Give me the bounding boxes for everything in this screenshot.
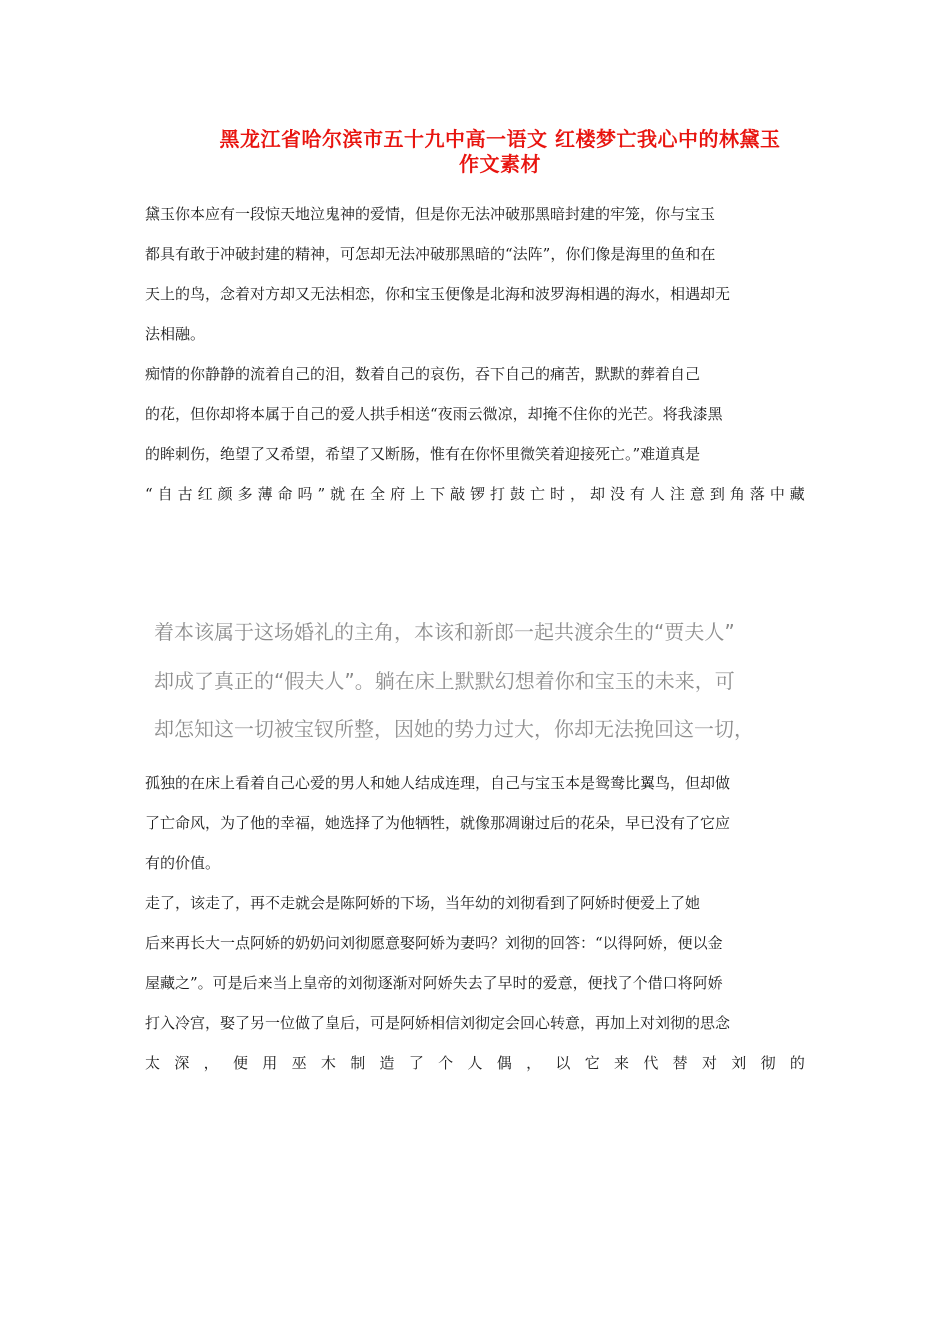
justified-char: 的 — [789, 1054, 805, 1072]
justified-char: 在 — [350, 485, 366, 503]
justified-char: 偶 — [496, 1054, 512, 1072]
justified-char: 太 — [145, 1054, 161, 1072]
body-line: 的眸刺伤，绝望了又希望，希望了又断肠，惟有在你怀里微笑着迎接死亡。”难道真是 — [145, 445, 701, 463]
justified-char: 没 — [609, 485, 625, 503]
body-line: 了亡命风，为了他的幸福，她选择了为他牺牲，就像那凋谢过后的花朵，早已没有了它应 — [145, 814, 731, 832]
justified-char: 下 — [430, 485, 446, 503]
body-line: 法相融。 — [145, 325, 206, 343]
justified-char: 彻 — [760, 1054, 776, 1072]
body-line: 痴情的你静静的流着自己的泪，数着自己的哀伤，吞下自己的痛苦，默默的葬着自己 — [145, 365, 701, 383]
document-title-line-2: 作文素材 — [459, 152, 541, 176]
justified-char: 敲 — [450, 485, 466, 503]
justified-char: 来 — [614, 1054, 630, 1072]
justified-char: 深 — [174, 1054, 190, 1072]
justified-char: 落 — [749, 485, 765, 503]
justified-char: 意 — [689, 485, 705, 503]
justified-char: 木 — [320, 1054, 336, 1072]
scanned-text-line: 却成了真正的“假夫人”。躺在床上默默幻想着你和宝玉的未来，可 — [154, 669, 735, 693]
body-line: 走了，该走了，再不走就会是陈阿娇的下场，当年幼的刘彻看到了阿娇时便爱上了她 — [145, 894, 701, 912]
justified-char: 上 — [410, 485, 426, 503]
justified-char: ， — [569, 485, 585, 503]
scanned-text-line: 着本该属于这场婚礼的主角，本该和新郎一起共渡余生的“贾夫人” — [154, 620, 735, 644]
justified-char: 用 — [262, 1054, 278, 1072]
justified-char: 制 — [350, 1054, 366, 1072]
justified-char: 藏 — [789, 485, 805, 503]
body-line-justified — [145, 484, 805, 504]
body-line: 孤独的在床上看着自己心爱的男人和她人结成连理，自己与宝玉本是鸳鸯比翼鸟，但却做 — [145, 774, 731, 792]
justified-char: 府 — [390, 485, 406, 503]
justified-char: 锣 — [470, 485, 486, 503]
body-line: 后来再长大一点阿娇的奶奶问刘彻愿意娶阿娇为妻吗？刘彻的回答：“以得阿娇，便以金 — [145, 934, 723, 952]
justified-char: 红 — [197, 485, 213, 503]
body-line: 天上的鸟，念着对方却又无法相恋，你和宝玉便像是北海和波罗海相遇的海水，相遇却无 — [145, 285, 731, 303]
body-line: 的花，但你却将本属于自己的爱人拱手相送“夜雨云微凉，却掩不住你的光芒。将我漆黑 — [145, 405, 723, 423]
justified-char: ” — [317, 485, 326, 503]
justified-char: 中 — [769, 485, 785, 503]
body-line: 都具有敢于冲破封建的精神，可怎却无法冲破那黑暗的“法阵”，你们像是海里的鱼和在 — [145, 245, 716, 263]
justified-char: 时 — [549, 485, 565, 503]
justified-char: 全 — [370, 485, 386, 503]
body-line: 有的价值。 — [145, 854, 221, 872]
document-title-line-1: 黑龙江省哈尔滨市五十九中高一语文 红楼梦亡我心中的林黛玉 — [219, 127, 781, 151]
justified-char: 它 — [584, 1054, 600, 1072]
justified-char: 就 — [330, 485, 346, 503]
justified-char: 代 — [643, 1054, 659, 1072]
justified-char: 便 — [232, 1054, 248, 1072]
justified-char: 到 — [709, 485, 725, 503]
justified-char: 却 — [589, 485, 605, 503]
justified-char: 角 — [729, 485, 745, 503]
body-line: 打入冷宫，娶了另一位做了皇后，可是阿娇相信刘彻定会回心转意，再加上对刘彻的思念 — [145, 1014, 731, 1032]
scanned-text-line: 却怎知这一切被宝钗所整，因她的势力过大，你却无法挽回这一切， — [154, 717, 754, 741]
justified-char: ， — [526, 1054, 542, 1072]
justified-char: 命 — [277, 485, 293, 503]
justified-char: 有 — [629, 485, 645, 503]
justified-char: 自 — [157, 485, 173, 503]
justified-char: 鼓 — [510, 485, 526, 503]
justified-char: 造 — [379, 1054, 395, 1072]
justified-char: 吗 — [297, 485, 313, 503]
justified-char: 古 — [177, 485, 193, 503]
justified-char: 多 — [237, 485, 253, 503]
body-line: 屋藏之”。可是后来当上皇帝的刘彻逐渐对阿娇失去了早时的爱意，便找了个借口将阿娇 — [145, 974, 723, 992]
justified-char: “ — [145, 485, 153, 503]
justified-char: 刘 — [731, 1054, 747, 1072]
justified-char: 个 — [438, 1054, 454, 1072]
justified-char: 打 — [490, 485, 506, 503]
justified-char: 人 — [649, 485, 665, 503]
justified-char: 人 — [467, 1054, 483, 1072]
justified-char: 薄 — [257, 485, 273, 503]
justified-char: 巫 — [291, 1054, 307, 1072]
justified-char: 对 — [701, 1054, 717, 1072]
body-line-justified — [145, 1053, 805, 1073]
justified-char: 替 — [672, 1054, 688, 1072]
justified-char: ， — [203, 1054, 219, 1072]
justified-char: 亡 — [530, 485, 546, 503]
body-line: 黛玉你本应有一段惊天地泣鬼神的爱情，但是你无法冲破那黑暗封建的牢笼，你与宝玉 — [145, 205, 716, 223]
justified-char: 注 — [669, 485, 685, 503]
justified-char: 以 — [555, 1054, 571, 1072]
justified-char: 了 — [408, 1054, 424, 1072]
justified-char: 颜 — [217, 485, 233, 503]
